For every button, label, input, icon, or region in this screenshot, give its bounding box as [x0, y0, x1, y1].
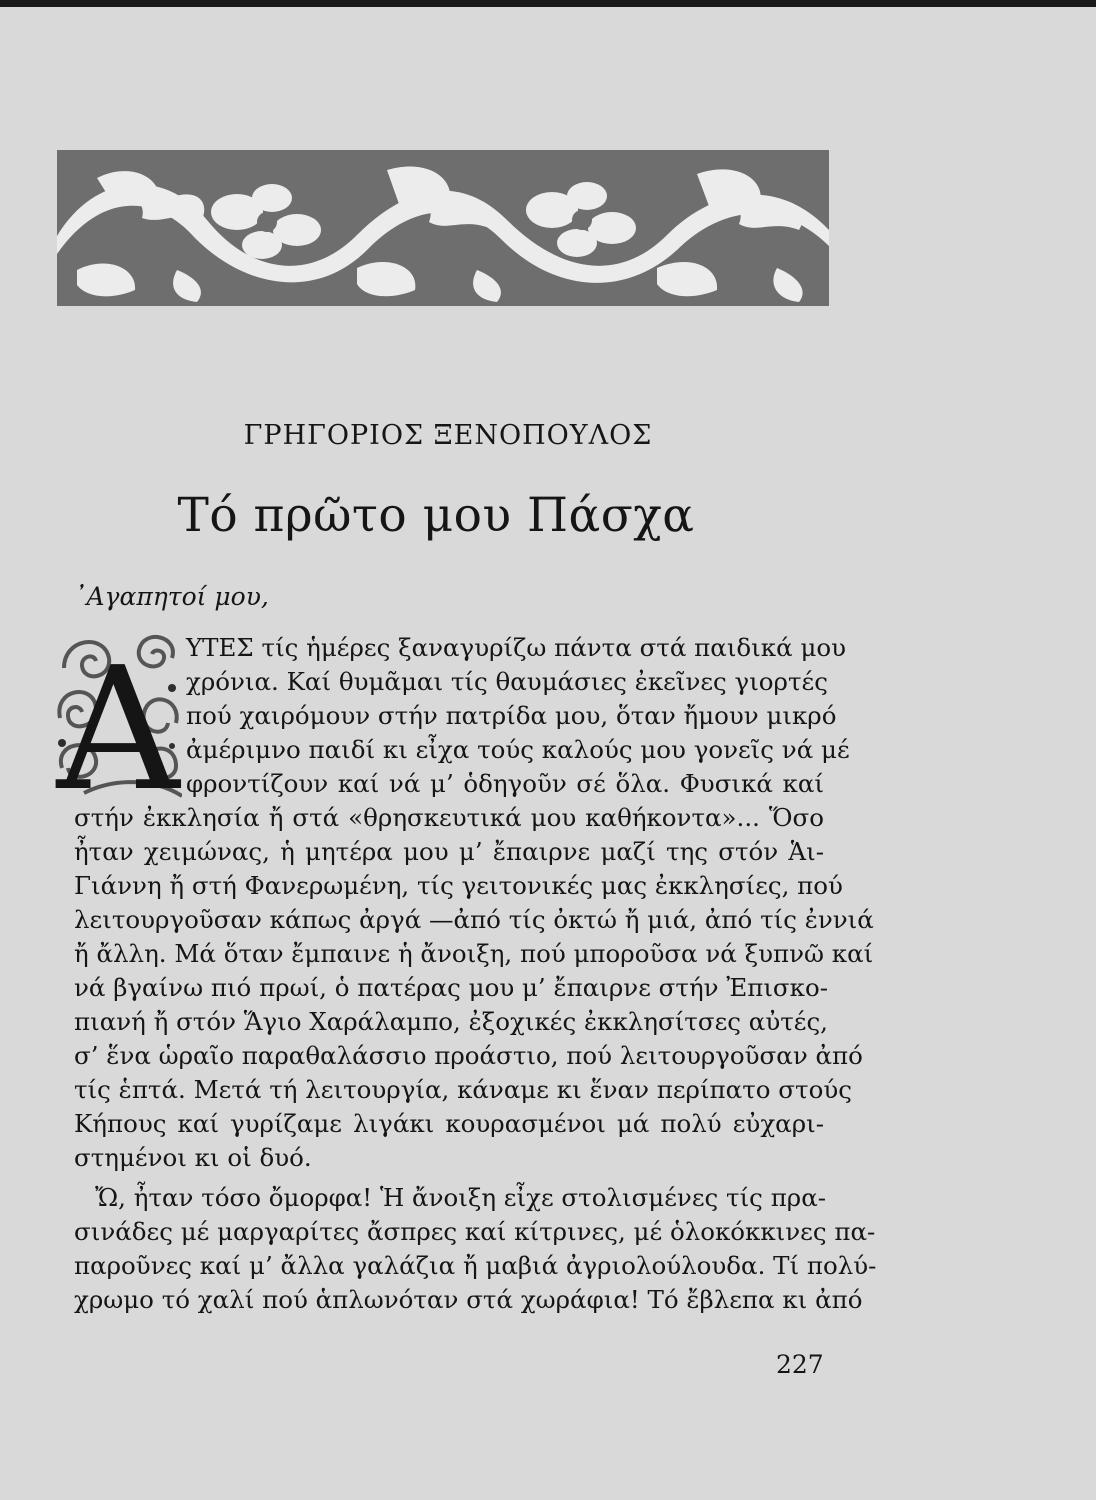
body-line: Γιάννη ἤ στή Φανερωμένη, τίς γειτονικές μας ἐκκλησίες, πού — [74, 871, 843, 900]
body-line: ΥΤΕΣ τίς ἡμέρες ξαναγυρίζω πάντα στά παιδικά μου — [186, 633, 847, 662]
body-line: στήν ἐκκλησία ἤ στά «θρησκευτικά μου καθήκοντα»... Ὅσο — [74, 803, 824, 832]
body-line: χρόνια. Καί θυμᾶμαι τίς θαυμάσιες ἐκεῖνες γιορτές — [186, 667, 828, 696]
body-line: τίς ἑπτά. Μετά τή λειτουργία, κάναμε κι ἕναν περίπατο στούς — [74, 1075, 852, 1104]
salutation: ᾿Αγαπητοί μου, — [74, 582, 269, 611]
decorated-drop-cap — [54, 628, 182, 806]
body-line: νά βγαίνω πιό πρωί, ὁ πατέρας μου μ’ ἔπαιρνε στήν Ἐπισκο- — [74, 973, 828, 1002]
article-title: Τό πρῶτο μου Πάσχα — [177, 488, 695, 543]
drop-cap-letter: Α — [56, 631, 180, 806]
body-line: στημένοι κι οἱ δυό. — [74, 1143, 312, 1172]
body-line: ἤ ἄλλη. Μά ὅταν ἔμπαινε ἡ ἄνοιξη, πού μποροῦσα νά ξυπνῶ καί — [74, 939, 874, 968]
body-line: Ὤ, ἦταν τόσο ὄμορφα! Ἡ ἄνοιξη εἶχε στολισμένες τίς πρα- — [95, 1183, 827, 1212]
body-line: ἀμέριμνο παιδί κι εἶχα τούς καλούς μου γονεῖς νά μέ — [186, 735, 850, 764]
body-line: σ’ ἕνα ὡραῖο παραθαλάσσιο προάστιο, πού λειτουργοῦσαν ἀπό — [74, 1041, 863, 1070]
body-line: παροῦνες καί μ’ ἄλλα γαλάζια ἤ μαβιά ἀγριολούλουδα. Τί πολύ- — [74, 1251, 877, 1280]
body-line: πιανή ἤ στόν Ἅγιο Χαράλαμπο, ἐξοχικές ἐκκλησίτσες αὐτές, — [74, 1007, 828, 1036]
body-line: πού χαιρόμουν στήν πατρίδα μου, ὅταν ἤμουν μικρό — [186, 701, 837, 730]
body-line: λειτουργοῦσαν κάπως ἀργά —ἀπό τίς ὀκτώ ἤ μιά, ἀπό τίς ἐννιά — [74, 905, 874, 934]
body-line: σινάδες μέ μαργαρίτες ἄσπρες καί κίτρινες, μέ ὁλοκόκκινες πα- — [74, 1217, 876, 1246]
page-number: 227 — [776, 1350, 824, 1379]
author-name: ΓΡΗΓΟΡΙΟΣ ΞΕΝΟΠΟΥΛΟΣ — [243, 420, 653, 451]
body-line: Κήπους καί γυρίζαμε λιγάκι κουρασμένοι μά πολύ εὐχαρι- — [74, 1109, 824, 1138]
body-line: χρωμο τό χαλί πού ἁπλωνόταν στά χωράφια! Τό ἔβλεπα κι ἀπό — [74, 1285, 863, 1314]
body-line: ἦταν χειμώνας, ἡ μητέρα μου μ’ ἔπαιρνε μαζί της στόν Ἁι- — [74, 837, 824, 866]
scan-top-edge — [0, 0, 1096, 7]
body-line: φροντίζουν καί νά μ’ ὁδηγοῦν σέ ὅλα. Φυσικά καί — [186, 769, 824, 798]
ornamental-header-band — [57, 150, 829, 306]
